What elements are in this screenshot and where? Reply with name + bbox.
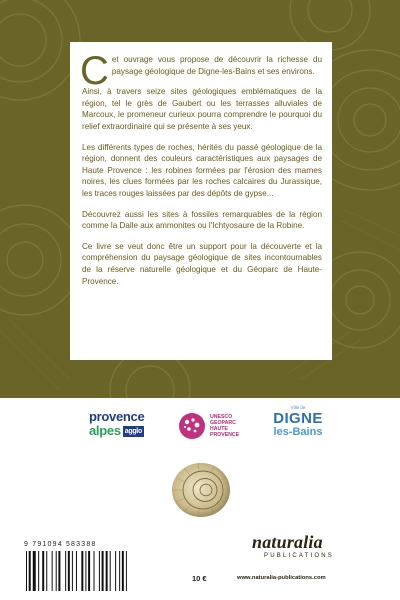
description-panel (70, 42, 332, 360)
description-paragraph-4: Découvrez aussi les sites à fossiles remarquables de la région comme la Dalle aux ammonites ou l'Ichtyosaure de la Robine. (82, 209, 322, 231)
isbn-barcode (24, 540, 174, 596)
digne-les-bains-logo: Ville de DIGNE les-Bains (273, 405, 323, 438)
provence-alpes-agglo-logo: provence alpes agglo (89, 409, 145, 438)
isbn-number: 9 791094 583388 (24, 541, 97, 548)
drop-cap: C (80, 49, 109, 93)
barcode-graphic (24, 551, 164, 591)
geoparc-emblem-icon (178, 412, 206, 440)
description-paragraph-5: Ce livre se veut donc être un support pour la découverte et la compréhension du paysage géologique de sites incontournables de la réserve naturelle géologique et du Géoparc de Haute-Provence. (82, 241, 322, 286)
ammonite-fossil-icon (170, 460, 232, 520)
partner-logos (0, 404, 400, 454)
description-paragraph-3: Les différents types de roches, hérités du passé géologique de la région, donnent des couleurs caractéristiques aux paysages de Haute Provence : les robines formées par l'érosion des marnes noires, les clues formées par les roches calcaires du Jurassique, les traces rouges laissées par des dépôts de gypse... (82, 142, 322, 198)
price-label: 10 € (192, 574, 207, 583)
publisher-logo: naturalia PUBLICATIONS (252, 532, 334, 559)
unesco-geoparc-logo: UNESCO GEOPARC HAUTE PROVENCE (178, 412, 239, 440)
publisher-url: www.naturalia-publications.com (237, 575, 326, 581)
description-paragraph-2: Ainsi, à travers seize sites géologiques emblématiques de la région, tel le grès de Gaubert ou les terrasses alluviales de Marcoux, le promeneur curieux pourra comprendre le pourquoi du relief extraordinaire qui se présente à ses yeux. (82, 87, 322, 131)
description-paragraph-1: Cet ouvrage vous propose de découvrir la richesse du paysage géologique de Digne-les-Bains et ses environs. (80, 49, 322, 93)
